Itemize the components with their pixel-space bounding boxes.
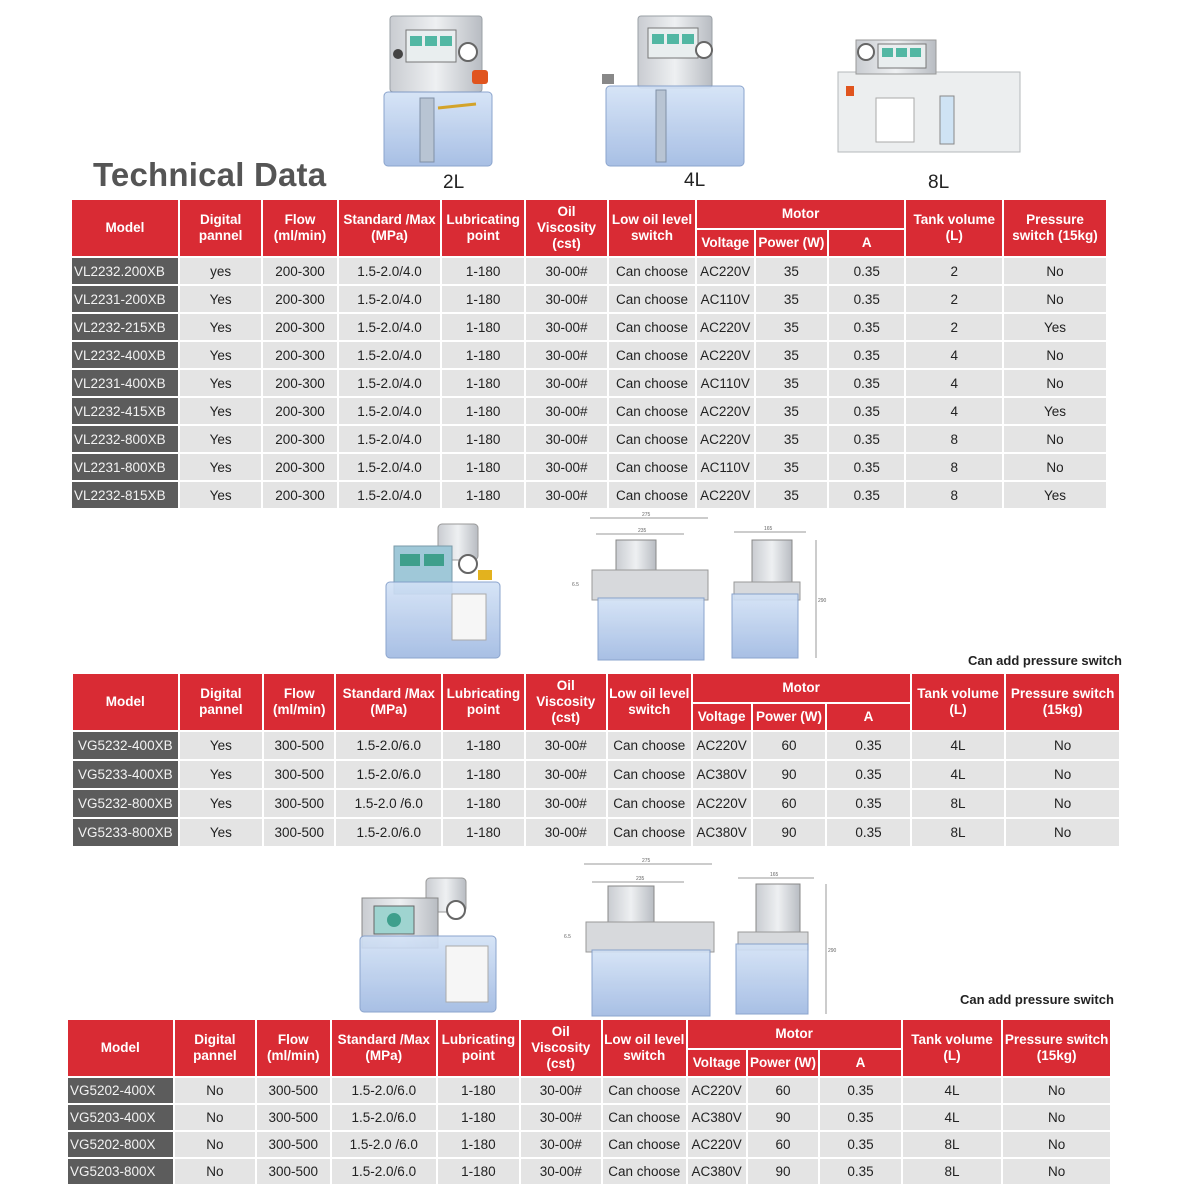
spec-table-vg-digital-series	[71, 672, 1121, 848]
svg-text:165: 165	[764, 526, 773, 532]
cell-pressure: 1.5-2.0/6.0	[332, 1159, 437, 1184]
cell-amps: 0.35	[829, 426, 904, 452]
cell-power: 35	[756, 454, 827, 480]
svg-text:275: 275	[642, 512, 651, 518]
header-pressure: Standard /Max (MPa)	[336, 674, 441, 730]
cell-flow: 300-500	[257, 1105, 329, 1130]
cell-model: VG5203-800X	[68, 1159, 173, 1184]
header-voltage: Voltage	[688, 1050, 746, 1076]
header-digital-pannel: Digital pannel	[175, 1020, 255, 1076]
cell-low-oil-level-switch: Can choose	[608, 819, 690, 846]
cell-pressure: 1.5-2.0/6.0	[332, 1078, 437, 1103]
header-tank-volume: Tank volume (L)	[912, 674, 1005, 730]
cell-voltage: AC220V	[693, 732, 751, 759]
table-row	[73, 732, 1119, 759]
cell-oil-viscosity: 30-00#	[526, 732, 606, 759]
header-lubricating-point: Lubricating point	[438, 1020, 518, 1076]
cell-low-oil-level-switch: Can choose	[609, 286, 695, 312]
cell-low-oil-level-switch: Can choose	[609, 398, 695, 424]
table-row	[72, 454, 1106, 480]
cell-low-oil-level-switch: Can choose	[603, 1078, 685, 1103]
cell-pressure: 1.5-2.0/4.0	[339, 258, 441, 284]
cell-flow: 300-500	[257, 1078, 329, 1103]
cell-pressure-switch: No	[1006, 732, 1119, 759]
cell-power: 35	[756, 426, 827, 452]
pump-8l-image	[836, 38, 1022, 154]
cell-low-oil-level-switch: Can choose	[603, 1159, 685, 1184]
cell-flow: 200-300	[263, 286, 336, 312]
cell-tank-volume: 8L	[912, 819, 1005, 846]
cell-pressure: 1.5-2.0/4.0	[339, 314, 441, 340]
svg-text:6.5: 6.5	[564, 934, 571, 940]
cell-power: 60	[748, 1078, 818, 1103]
cell-tank-volume: 4	[906, 398, 1002, 424]
cell-tank-volume: 4	[906, 342, 1002, 368]
cell-low-oil-level-switch: Can choose	[609, 426, 695, 452]
cell-tank-volume: 4L	[903, 1105, 1002, 1130]
cell-model: VL2232-400XB	[72, 342, 178, 368]
cell-model: VL2231-400XB	[72, 370, 178, 396]
header-voltage: Voltage	[693, 704, 751, 730]
cell-amps: 0.35	[829, 482, 904, 508]
header-voltage: Voltage	[697, 230, 754, 256]
cell-oil-viscosity: 30-00#	[526, 819, 606, 846]
cell-power: 35	[756, 398, 827, 424]
cell-tank-volume: 4	[906, 370, 1002, 396]
table-row	[72, 342, 1106, 368]
cell-oil-viscosity: 30-00#	[521, 1159, 601, 1184]
cell-flow: 200-300	[263, 398, 336, 424]
header-model: Model	[68, 1020, 173, 1076]
cell-model: VG5203-400X	[68, 1105, 173, 1130]
table-row	[68, 1105, 1110, 1130]
cell-pressure-switch: No	[1006, 790, 1119, 817]
tank-label-2l: 2L	[443, 172, 465, 193]
cell-voltage: AC220V	[688, 1132, 746, 1157]
cell-model: VL2232-415XB	[72, 398, 178, 424]
header-tank-volume: Tank volume (L)	[906, 200, 1002, 256]
note-pressure-switch-1: Can add pressure switch	[968, 653, 1122, 668]
cell-pressure: 1.5-2.0/4.0	[339, 426, 441, 452]
cell-lubricating-point: 1-180	[438, 1159, 518, 1184]
dimension-drawing-front	[568, 510, 714, 662]
note-pressure-switch-2: Can add pressure switch	[960, 992, 1114, 1007]
header-amps: A	[829, 230, 904, 256]
cell-amps: 0.35	[827, 761, 909, 788]
cell-voltage: AC380V	[688, 1105, 746, 1130]
svg-text:290: 290	[818, 598, 827, 604]
cell-voltage: AC380V	[693, 819, 751, 846]
cell-oil-viscosity: 30-00#	[526, 286, 607, 312]
cell-pressure: 1.5-2.0/6.0	[332, 1105, 437, 1130]
header-amps: A	[820, 1050, 900, 1076]
cell-digital-pannel: Yes	[180, 314, 261, 340]
spec-table-vg-analog-series	[66, 1018, 1112, 1186]
cell-amps: 0.35	[829, 398, 904, 424]
cell-oil-viscosity: 30-00#	[526, 426, 607, 452]
table-body	[68, 1078, 1110, 1184]
cell-digital-pannel: Yes	[180, 398, 261, 424]
table-row	[73, 761, 1119, 788]
cell-tank-volume: 4L	[912, 761, 1005, 788]
cell-model: VL2232-800XB	[72, 426, 178, 452]
cell-pressure-switch: Yes	[1004, 398, 1106, 424]
cell-amps: 0.35	[829, 258, 904, 284]
cell-pressure: 1.5-2.0/4.0	[339, 342, 441, 368]
header-power: Power (W)	[753, 704, 825, 730]
header-low-oil-level-switch: Low oil level switch	[609, 200, 695, 256]
cell-digital-pannel: Yes	[180, 761, 262, 788]
dimension-drawing-side	[726, 524, 832, 660]
cell-model: VL2232-215XB	[72, 314, 178, 340]
cell-model: VG5232-800XB	[73, 790, 178, 817]
cell-pressure-switch: No	[1004, 370, 1106, 396]
svg-text:235: 235	[638, 528, 647, 534]
cell-pressure: 1.5-2.0/4.0	[339, 370, 441, 396]
cell-model: VG5232-400XB	[73, 732, 178, 759]
cell-low-oil-level-switch: Can choose	[603, 1105, 685, 1130]
page-title: Technical Data	[93, 156, 327, 193]
cell-low-oil-level-switch: Can choose	[609, 258, 695, 284]
cell-model: VL2231-800XB	[72, 454, 178, 480]
cell-model: VL2232.200XB	[72, 258, 178, 284]
cell-voltage: AC110V	[697, 370, 754, 396]
dimension-drawing-front-2	[562, 856, 718, 1018]
cell-voltage: AC220V	[697, 258, 754, 284]
cell-flow: 200-300	[263, 370, 336, 396]
header-low-oil-level-switch: Low oil level switch	[608, 674, 690, 730]
header-flow: Flow (ml/min)	[264, 674, 334, 730]
cell-lubricating-point: 1-180	[438, 1132, 518, 1157]
cell-power: 60	[753, 732, 825, 759]
cell-oil-viscosity: 30-00#	[526, 258, 607, 284]
header-low-oil-level-switch: Low oil level switch	[603, 1020, 685, 1076]
cell-digital-pannel: Yes	[180, 370, 261, 396]
cell-pressure-switch: Yes	[1004, 482, 1106, 508]
cell-lubricating-point: 1-180	[442, 258, 523, 284]
cell-voltage: AC220V	[688, 1078, 746, 1103]
cell-digital-pannel: No	[175, 1132, 255, 1157]
cell-pressure: 1.5-2.0/6.0	[336, 761, 441, 788]
header-digital-pannel: Digital pannel	[180, 674, 262, 730]
cell-oil-viscosity: 30-00#	[521, 1105, 601, 1130]
cell-power: 35	[756, 482, 827, 508]
svg-text:275: 275	[642, 858, 651, 864]
svg-text:235: 235	[636, 876, 645, 882]
header-pressure-switch: Pressure switch (15kg)	[1003, 1020, 1110, 1076]
cell-amps: 0.35	[820, 1105, 900, 1130]
cell-digital-pannel: Yes	[180, 426, 261, 452]
cell-pressure-switch: No	[1003, 1132, 1110, 1157]
table-row	[72, 482, 1106, 508]
cell-amps: 0.35	[820, 1159, 900, 1184]
cell-low-oil-level-switch: Can choose	[609, 370, 695, 396]
table-row	[72, 258, 1106, 284]
cell-pressure: 1.5-2.0/6.0	[336, 732, 441, 759]
cell-pressure: 1.5-2.0/4.0	[339, 398, 441, 424]
cell-voltage: AC220V	[697, 426, 754, 452]
cell-digital-pannel: No	[175, 1105, 255, 1130]
cell-pressure: 1.5-2.0/4.0	[339, 482, 441, 508]
cell-oil-viscosity: 30-00#	[526, 398, 607, 424]
cell-power: 35	[756, 258, 827, 284]
table-row	[68, 1159, 1110, 1184]
cell-power: 90	[748, 1105, 818, 1130]
cell-power: 35	[756, 342, 827, 368]
cell-oil-viscosity: 30-00#	[526, 370, 607, 396]
cell-flow: 200-300	[263, 258, 336, 284]
cell-oil-viscosity: 30-00#	[521, 1078, 601, 1103]
cell-digital-pannel: Yes	[180, 732, 262, 759]
cell-lubricating-point: 1-180	[442, 286, 523, 312]
header-pressure-switch: Pressure switch (15kg)	[1006, 674, 1119, 730]
cell-pressure-switch: Yes	[1004, 314, 1106, 340]
cell-voltage: AC380V	[688, 1159, 746, 1184]
cell-voltage: AC220V	[697, 398, 754, 424]
cell-amps: 0.35	[829, 370, 904, 396]
header-motor: Motor	[693, 674, 910, 702]
cell-power: 90	[753, 819, 825, 846]
pump-4l-image	[600, 12, 750, 168]
cell-tank-volume: 8L	[912, 790, 1005, 817]
header-amps: A	[827, 704, 909, 730]
cell-pressure-switch: No	[1006, 819, 1119, 846]
cell-amps: 0.35	[829, 314, 904, 340]
cell-lubricating-point: 1-180	[442, 370, 523, 396]
cell-pressure-switch: No	[1003, 1159, 1110, 1184]
cell-power: 35	[756, 314, 827, 340]
cell-lubricating-point: 1-180	[442, 398, 523, 424]
cell-flow: 200-300	[263, 426, 336, 452]
cell-pressure: 1.5-2.0/4.0	[339, 454, 441, 480]
cell-tank-volume: 8L	[903, 1132, 1002, 1157]
cell-flow: 300-500	[264, 761, 334, 788]
cell-amps: 0.35	[829, 342, 904, 368]
cell-lubricating-point: 1-180	[443, 790, 523, 817]
cell-lubricating-point: 1-180	[443, 761, 523, 788]
cell-pressure: 1.5-2.0 /6.0	[332, 1132, 437, 1157]
header-tank-volume: Tank volume (L)	[903, 1020, 1002, 1076]
cell-lubricating-point: 1-180	[442, 314, 523, 340]
cell-pressure-switch: No	[1004, 258, 1106, 284]
cell-digital-pannel: Yes	[180, 790, 262, 817]
cell-lubricating-point: 1-180	[438, 1078, 518, 1103]
cell-oil-viscosity: 30-00#	[526, 454, 607, 480]
header-power: Power (W)	[748, 1050, 818, 1076]
svg-text:290: 290	[828, 948, 837, 954]
cell-flow: 200-300	[263, 314, 336, 340]
cell-low-oil-level-switch: Can choose	[603, 1132, 685, 1157]
cell-lubricating-point: 1-180	[442, 342, 523, 368]
cell-pressure: 1.5-2.0/6.0	[336, 819, 441, 846]
cell-pressure-switch: No	[1006, 761, 1119, 788]
cell-flow: 200-300	[263, 454, 336, 480]
header-flow: Flow (ml/min)	[263, 200, 336, 256]
cell-model: VL2231-200XB	[72, 286, 178, 312]
pump-2l-image	[376, 12, 506, 170]
cell-oil-viscosity: 30-00#	[526, 790, 606, 817]
header-model: Model	[72, 200, 178, 256]
header-motor: Motor	[697, 200, 905, 228]
cell-tank-volume: 4L	[912, 732, 1005, 759]
cell-pressure-switch: No	[1004, 286, 1106, 312]
cell-low-oil-level-switch: Can choose	[609, 342, 695, 368]
cell-tank-volume: 8	[906, 454, 1002, 480]
cell-low-oil-level-switch: Can choose	[609, 454, 695, 480]
cell-low-oil-level-switch: Can choose	[608, 790, 690, 817]
header-power: Power (W)	[756, 230, 827, 256]
cell-model: VL2232-815XB	[72, 482, 178, 508]
header-flow: Flow (ml/min)	[257, 1020, 329, 1076]
cell-pressure-switch: No	[1003, 1105, 1110, 1130]
table-row	[68, 1132, 1110, 1157]
spec-table-vl-series	[70, 198, 1108, 510]
cell-tank-volume: 8L	[903, 1159, 1002, 1184]
cell-digital-pannel: Yes	[180, 342, 261, 368]
cell-pressure: 1.5-2.0/4.0	[339, 286, 441, 312]
cell-lubricating-point: 1-180	[442, 482, 523, 508]
cell-voltage: AC220V	[697, 482, 754, 508]
header-pressure: Standard /Max (MPa)	[339, 200, 441, 256]
cell-flow: 200-300	[263, 482, 336, 508]
cell-amps: 0.35	[820, 1132, 900, 1157]
header-oil-viscosity: Oil Viscosity (cst)	[521, 1020, 601, 1076]
cell-voltage: AC220V	[697, 314, 754, 340]
cell-tank-volume: 8	[906, 482, 1002, 508]
cell-lubricating-point: 1-180	[443, 819, 523, 846]
cell-digital-pannel: yes	[180, 258, 261, 284]
table-row	[73, 819, 1119, 846]
table-row	[72, 370, 1106, 396]
cell-tank-volume: 4L	[903, 1078, 1002, 1103]
header-oil-viscosity: Oil Viscosity (cst)	[526, 200, 607, 256]
header-digital-pannel: Digital pannel	[180, 200, 261, 256]
pump-vg-digital-image	[380, 520, 506, 660]
cell-oil-viscosity: 30-00#	[521, 1132, 601, 1157]
cell-model: VG5202-800X	[68, 1132, 173, 1157]
cell-lubricating-point: 1-180	[442, 454, 523, 480]
cell-flow: 300-500	[264, 790, 334, 817]
cell-power: 35	[756, 370, 827, 396]
cell-voltage: AC110V	[697, 454, 754, 480]
pump-vg-analog-image	[352, 876, 502, 1014]
table-row	[72, 398, 1106, 424]
tank-label-4l: 4L	[684, 170, 706, 191]
svg-text:6.5: 6.5	[572, 582, 579, 588]
cell-flow: 300-500	[257, 1159, 329, 1184]
cell-oil-viscosity: 30-00#	[526, 482, 607, 508]
cell-tank-volume: 2	[906, 314, 1002, 340]
cell-voltage: AC220V	[697, 342, 754, 368]
dimension-drawing-side-2	[730, 870, 840, 1016]
cell-voltage: AC110V	[697, 286, 754, 312]
header-lubricating-point: Lubricating point	[443, 674, 523, 730]
cell-model: VG5202-400X	[68, 1078, 173, 1103]
cell-amps: 0.35	[820, 1078, 900, 1103]
table-body	[73, 732, 1119, 846]
table-row	[68, 1078, 1110, 1103]
cell-amps: 0.35	[827, 732, 909, 759]
cell-amps: 0.35	[829, 454, 904, 480]
table-body	[72, 258, 1106, 508]
table-row	[73, 790, 1119, 817]
cell-pressure-switch: No	[1004, 342, 1106, 368]
cell-model: VG5233-400XB	[73, 761, 178, 788]
header-pressure: Standard /Max (MPa)	[332, 1020, 437, 1076]
table-row	[72, 426, 1106, 452]
cell-digital-pannel: Yes	[180, 454, 261, 480]
cell-lubricating-point: 1-180	[442, 426, 523, 452]
cell-low-oil-level-switch: Can choose	[608, 732, 690, 759]
cell-tank-volume: 8	[906, 426, 1002, 452]
header-lubricating-point: Lubricating point	[442, 200, 523, 256]
cell-digital-pannel: No	[175, 1078, 255, 1103]
cell-pressure-switch: No	[1004, 426, 1106, 452]
cell-power: 60	[748, 1132, 818, 1157]
cell-flow: 300-500	[257, 1132, 329, 1157]
cell-power: 60	[753, 790, 825, 817]
cell-low-oil-level-switch: Can choose	[609, 482, 695, 508]
cell-tank-volume: 2	[906, 258, 1002, 284]
cell-power: 90	[753, 761, 825, 788]
cell-flow: 300-500	[264, 732, 334, 759]
cell-amps: 0.35	[827, 790, 909, 817]
cell-lubricating-point: 1-180	[443, 732, 523, 759]
cell-lubricating-point: 1-180	[438, 1105, 518, 1130]
cell-digital-pannel: Yes	[180, 286, 261, 312]
header-pressure-switch: Pressure switch (15kg)	[1004, 200, 1106, 256]
svg-text:165: 165	[770, 872, 779, 878]
cell-model: VG5233-800XB	[73, 819, 178, 846]
cell-oil-viscosity: 30-00#	[526, 342, 607, 368]
cell-digital-pannel: No	[175, 1159, 255, 1184]
header-oil-viscosity: Oil Viscosity (cst)	[526, 674, 606, 730]
cell-power: 90	[748, 1159, 818, 1184]
header-model: Model	[73, 674, 178, 730]
cell-low-oil-level-switch: Can choose	[609, 314, 695, 340]
cell-voltage: AC220V	[693, 790, 751, 817]
cell-pressure-switch: No	[1004, 454, 1106, 480]
cell-pressure-switch: No	[1003, 1078, 1110, 1103]
cell-flow: 200-300	[263, 342, 336, 368]
header-motor: Motor	[688, 1020, 901, 1048]
cell-oil-viscosity: 30-00#	[526, 761, 606, 788]
cell-pressure: 1.5-2.0 /6.0	[336, 790, 441, 817]
cell-low-oil-level-switch: Can choose	[608, 761, 690, 788]
cell-oil-viscosity: 30-00#	[526, 314, 607, 340]
table-row	[72, 314, 1106, 340]
cell-digital-pannel: Yes	[180, 819, 262, 846]
cell-amps: 0.35	[827, 819, 909, 846]
cell-digital-pannel: Yes	[180, 482, 261, 508]
cell-voltage: AC380V	[693, 761, 751, 788]
cell-flow: 300-500	[264, 819, 334, 846]
cell-power: 35	[756, 286, 827, 312]
tank-label-8l: 8L	[928, 172, 950, 193]
table-row	[72, 286, 1106, 312]
cell-amps: 0.35	[829, 286, 904, 312]
cell-tank-volume: 2	[906, 286, 1002, 312]
